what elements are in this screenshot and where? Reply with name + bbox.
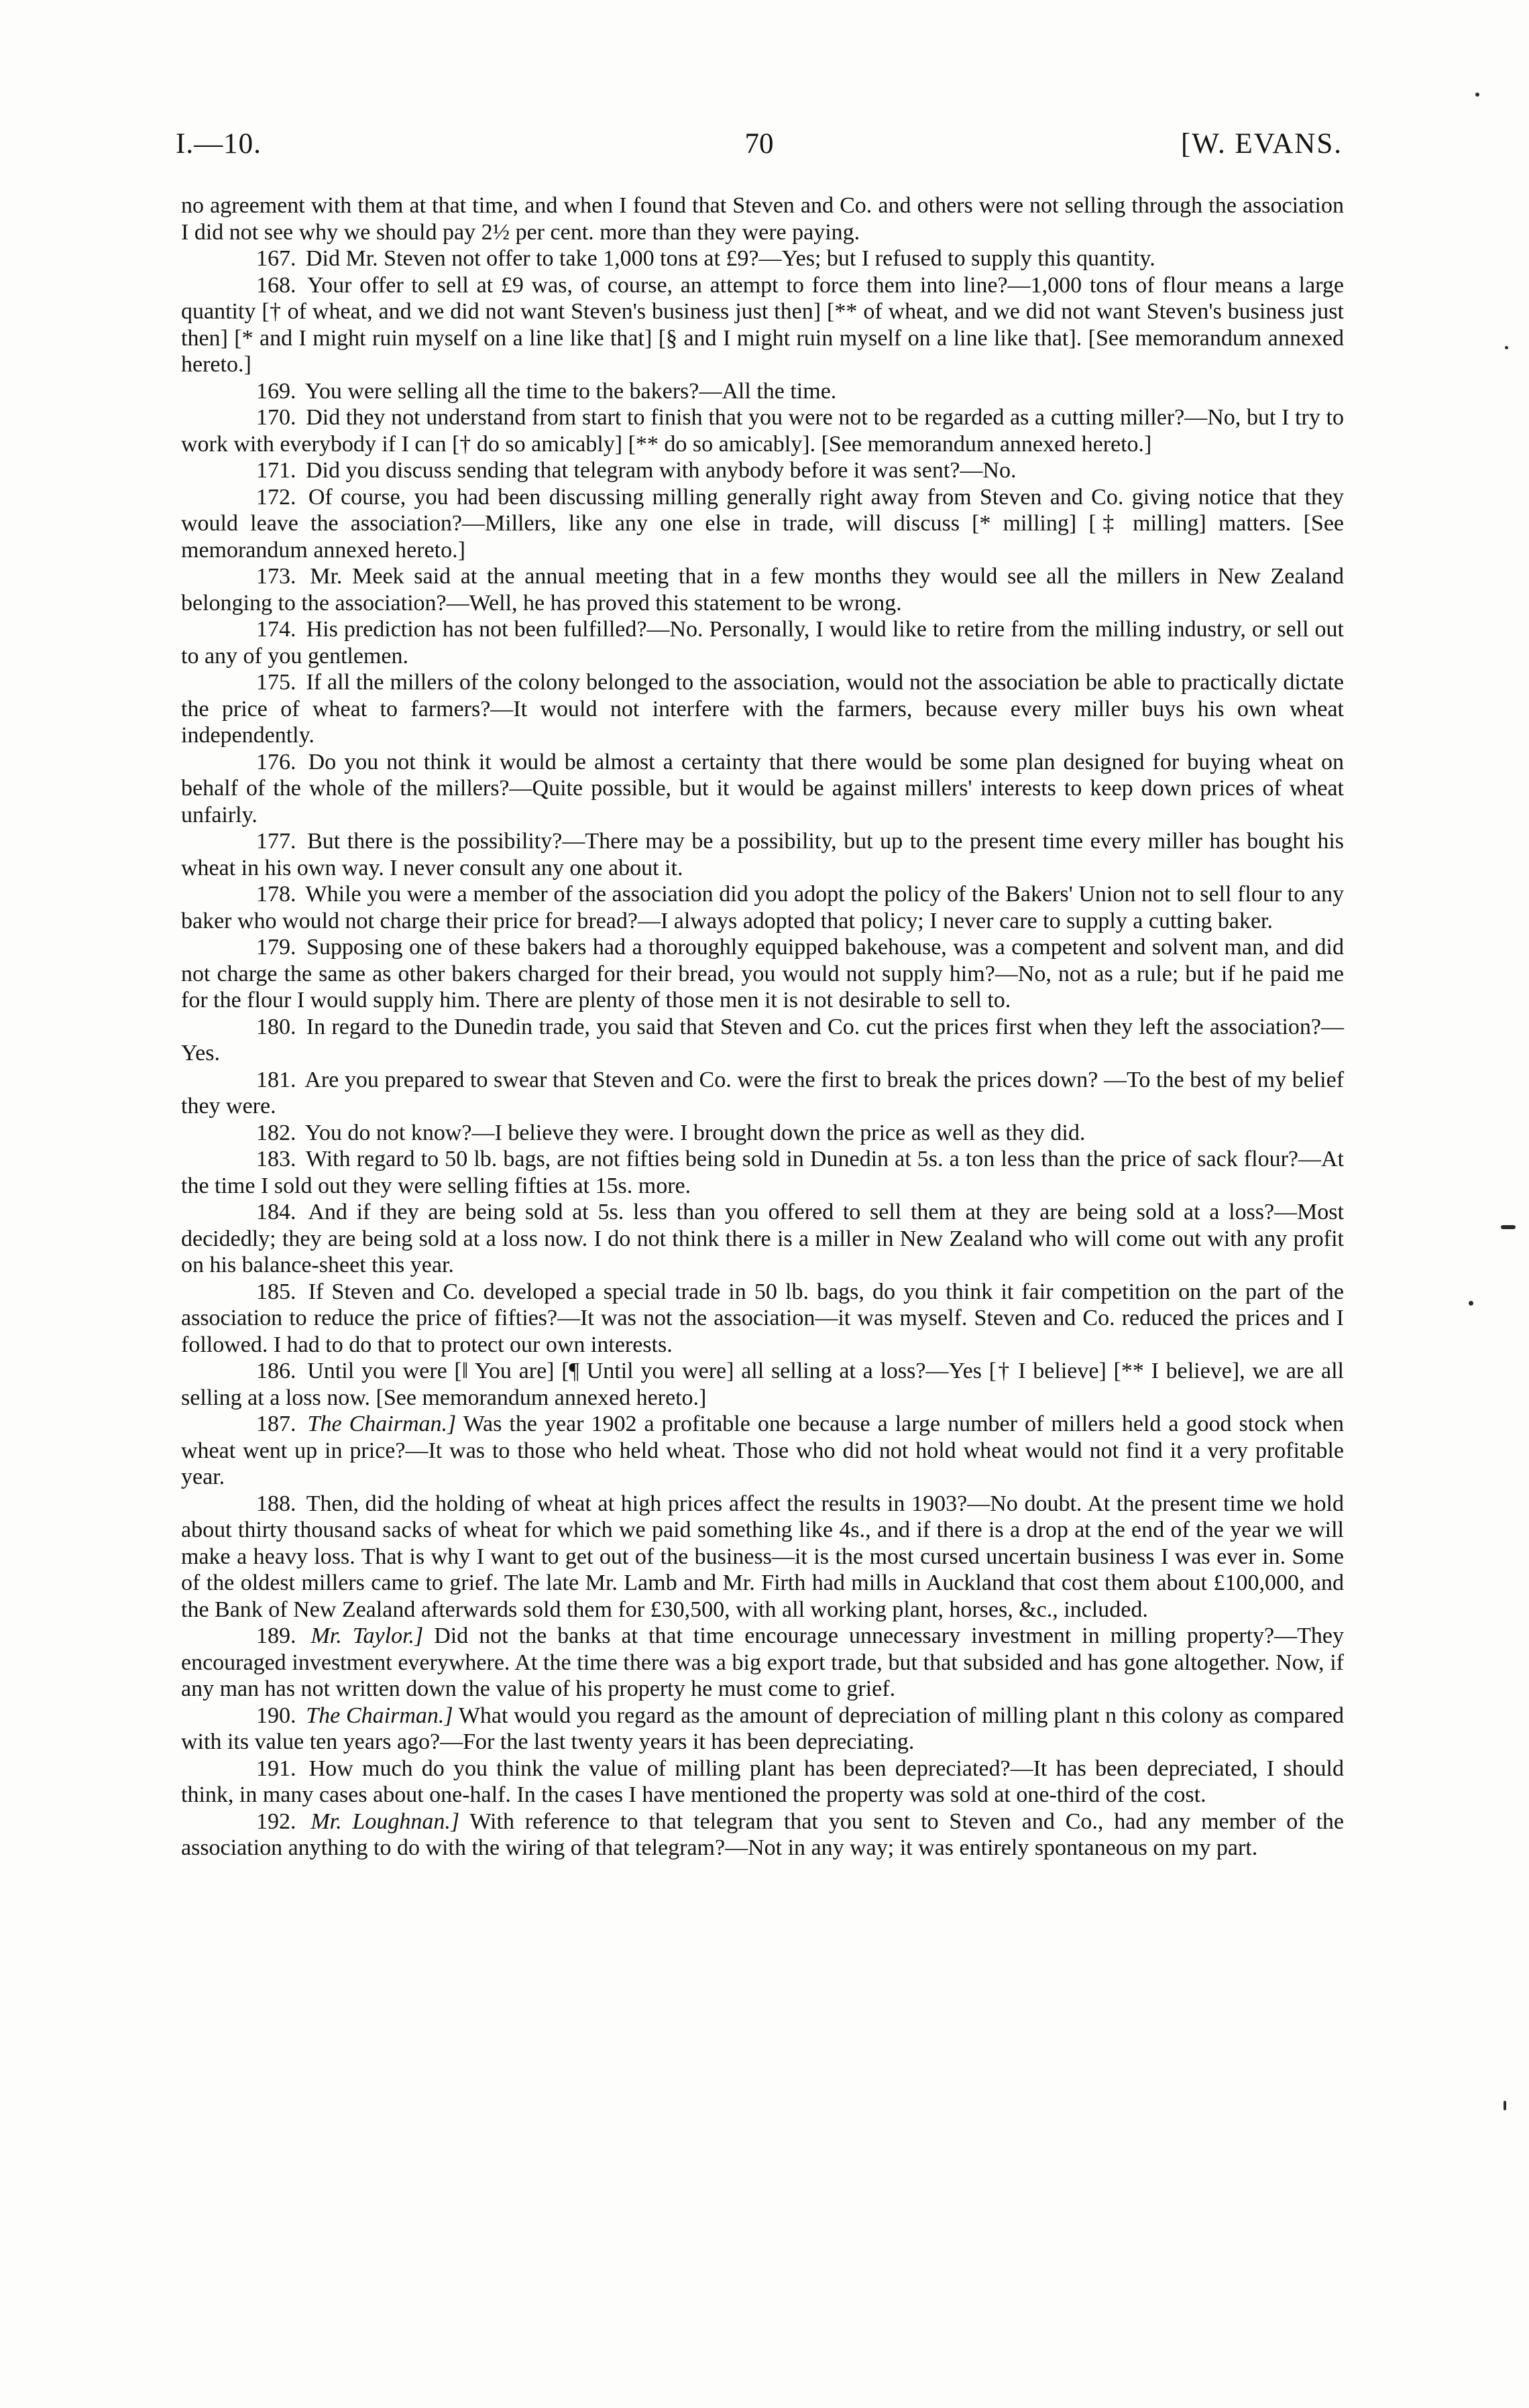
speaker-name: The Chairman.] — [306, 1703, 453, 1728]
scan-speck — [1501, 1225, 1516, 1229]
question-paragraph — [181, 404, 1344, 457]
paragraph-text: In regard to the Dunedin trade, you said that Steven and Co. cut the prices first when they left the association?—Yes. — [181, 1014, 1345, 1066]
question-number: 178. — [256, 882, 296, 907]
paragraph-text: With regard to 50 lb. bags, are not fifties being sold in Dunedin at 5s. a ton less than the price of sack flour?—At the time I sold out they were selling fifties at 15s. more. — [181, 1147, 1344, 1198]
question-paragraph — [181, 1067, 1344, 1120]
paragraph-text: You were selling all the time to the bakers?—All the time. — [304, 378, 837, 404]
speaker-name: Mr. Taylor.] — [310, 1623, 424, 1648]
question-paragraph — [181, 484, 1344, 564]
question-number: 185. — [256, 1279, 296, 1304]
paragraph-text: How much do you think the value of milling plant has been depreciated?—It has been depreciated, I should think, in many cases about one-half. In the cases I have mentioned the property was sold at one-third of the cost. — [181, 1756, 1344, 1807]
question-number: 188. — [256, 1491, 296, 1516]
paragraph-text: Do you not think it would be almost a certainty that there would be some plan designed for buying wheat on behalf of the whole of the millers?—Quite possible, but it would be against millers' interests to keep down prices of wheat unfairly. — [181, 749, 1345, 827]
question-number: 190. — [256, 1703, 296, 1728]
question-number: 184. — [256, 1200, 296, 1224]
speaker-name: The Chairman.] — [307, 1412, 457, 1436]
paragraph-text: Are you prepared to swear that Steven and Co. were the first to break the prices down? —To the best of my belief they were. — [181, 1067, 1345, 1119]
question-number: 175. — [256, 670, 296, 695]
question-number: 167. — [256, 246, 296, 271]
question-paragraph — [181, 1623, 1344, 1703]
paragraph-text: His prediction has not been fulfilled?—No. Personally, I would like to retire from the milling industry, or sell out to any of you gentlemen. — [181, 617, 1345, 669]
question-paragraph — [181, 669, 1344, 749]
page-number: 70 — [744, 128, 774, 160]
paragraph-text: Until you were [‖ You are] [¶ Until you were] all selling at a loss?—Yes [† I believe] [** I believe], we are all selling at a loss now. [See memorandum annexed hereto.] — [181, 1359, 1344, 1410]
question-number: 183. — [256, 1147, 296, 1171]
question-paragraph — [181, 378, 1344, 405]
question-paragraph — [181, 1703, 1344, 1756]
paragraph-text: Did not the banks at that time encourage unnecessary investment in milling property?—They encouraged investment everywhere. At the time there was a big export trade, but that subsided and has gone altogether. Now, if any man has not written down the value of his property he must come to grief. — [181, 1623, 1345, 1701]
page-header — [176, 127, 1343, 168]
scan-speck — [1505, 346, 1508, 349]
question-paragraph — [181, 1014, 1344, 1067]
question-number: 181. — [256, 1067, 296, 1092]
paragraph-text: Mr. Meek said at the annual meeting that in a few months they would see all the millers in New Zealand belonging to the association?—Well, he has proved this statement to be wrong. — [181, 564, 1344, 616]
question-paragraph — [181, 563, 1344, 616]
paragraph-text: Of course, you had been discussing milling generally right away from Steven and Co. giving notice that they would leave the association?—Millers, like any one else in trade, will discuss [* milling] [‡ milling] matters. [See memorandum annexed hereto.] — [181, 484, 1345, 563]
question-number: 191. — [256, 1756, 296, 1781]
question-number: 180. — [256, 1014, 296, 1039]
question-number: 186. — [256, 1359, 296, 1383]
question-number: 179. — [256, 935, 296, 960]
paper-reference: I.—10. — [176, 128, 262, 160]
paragraph-text: And if they are being sold at 5s. less than you offered to sell them at they are being sold at a loss?—Most decidedly; they are being sold at a loss now. I do not think there is a miller in New Zealand who will come out with any profit on his balance-sheet this year. — [181, 1200, 1344, 1277]
question-number: 170. — [256, 405, 296, 430]
question-paragraph — [181, 1411, 1344, 1491]
question-number: 187. — [256, 1412, 296, 1436]
paragraph-text: Did you discuss sending that telegram with anybody before it was sent?—No. — [306, 458, 1017, 483]
paragraph-text: Did Mr. Steven not offer to take 1,000 tons at £9?—Yes; but I refused to supply this quantity. — [306, 246, 1155, 271]
question-paragraph — [181, 1199, 1344, 1279]
question-paragraph — [181, 881, 1344, 934]
question-paragraph — [181, 272, 1344, 378]
question-paragraph — [181, 1756, 1344, 1809]
scan-speck — [1469, 1301, 1473, 1306]
paragraph-text: If all the millers of the colony belonged to the association, would not the association be able to practically dictate the price of wheat to farmers?—It would not interfere with the farmers, because every miller buys his own wheat independently. — [181, 670, 1344, 748]
question-paragraph — [181, 828, 1344, 881]
paragraph-text: Was the year 1902 a profitable one because a large number of millers held a good stock when wheat went up in price?—It was to those who held wheat. Those who did not hold wheat would not find it a very profitable year. — [181, 1412, 1345, 1489]
paragraph — [181, 192, 1344, 245]
paragraph-text: But there is the possibility?—There may be a possibility, but up to the present time every miller has bought his wheat in his own way. I never consult any one about it. — [181, 829, 1344, 880]
question-number: 176. — [256, 749, 296, 775]
paragraph-text: Did they not understand from start to finish that you were not to be regarded as a cutting miller?—No, but I try to work with everybody if I can [† do so amicably] [** do so amicably]. [See memorandum annexed hereto.] — [181, 405, 1345, 457]
question-paragraph — [181, 616, 1344, 669]
question-paragraph — [181, 1358, 1344, 1411]
paragraph-text: If Steven and Co. developed a special trade in 50 lb. bags, do you think it fair competition on the part of the association to reduce the price of fifties?—It was not the association—it was myself. Steven and Co. reduced the prices and I followed. I had to do that to protect our own interests. — [181, 1279, 1344, 1357]
speaker-name: Mr. Loughnan.] — [310, 1809, 460, 1834]
question-paragraph — [181, 1491, 1344, 1623]
paragraph-text: What would you regard as the amount of depreciation of milling plant n this colony as compared with its value ten years ago?—For the last twenty years it has been depreciating. — [181, 1703, 1344, 1754]
question-number: 182. — [256, 1120, 296, 1145]
question-number: 189. — [256, 1623, 296, 1648]
question-paragraph — [181, 1146, 1344, 1199]
witness-name: [W. EVANS. — [1180, 128, 1343, 160]
question-paragraph — [181, 1809, 1344, 1861]
question-number: 172. — [256, 484, 296, 510]
question-paragraph — [181, 245, 1344, 272]
question-number: 174. — [256, 617, 296, 642]
question-number: 171. — [256, 458, 296, 483]
question-paragraph — [181, 457, 1344, 484]
question-number: 173. — [256, 564, 296, 589]
evidence-text — [181, 192, 1344, 1861]
question-paragraph — [181, 749, 1344, 829]
scan-speck — [1475, 93, 1479, 97]
question-number: 168. — [256, 272, 296, 298]
paragraph-text: You do not know?—I believe they were. I brought down the price as well as they did. — [304, 1120, 1086, 1145]
question-paragraph — [181, 934, 1344, 1014]
question-number: 177. — [256, 829, 296, 854]
paragraph-text: Supposing one of these bakers had a thoroughly equipped bakehouse, was a competent and solvent man, and did not charge the same as other bakers charged for their bread, you would not supply him?—No, not as a rule; but if he paid me for the flour I would supply him. There are plenty of those men it is not desirable to sell to. — [181, 935, 1344, 1013]
paragraph-text: Your offer to sell at £9 was, of course, an attempt to force them into line?—1,000 tons of flour means a large quantity [† of wheat, and we did not want Steven's business just then] [** of wheat, and we did not want Steven's business just then] [* and I might ruin myself on a line like that] [§ and I might ruin myself on a line like that]. [See memorandum annexed hereto.] — [181, 272, 1344, 377]
paragraph-text: no agreement with them at that time, and when I found that Steven and Co. and others were not selling through the association I did not see why we should pay 2½ per cent. more than they were paying. — [181, 193, 1344, 245]
paragraph-text: While you were a member of the association did you adopt the policy of the Bakers' Union not to sell flour to any baker who would not charge their price for bread?—I always adopted that policy; I never care to supply a cutting baker. — [181, 882, 1344, 933]
question-number: 169. — [256, 378, 296, 404]
paragraph-text: Then, did the holding of wheat at high prices affect the results in 1903?—No doubt. At the present time we hold about thirty thousand sacks of wheat for which we paid something like 4s., and if there is a drop at the end of the year we will make a heavy loss. That is why I want to get out of the business—it is the most cursed uncertain business I was ever in. Some of the oldest millers came to grief. The late Mr. Lamb and Mr. Firth had mills in Auckland that cost them about £100,000, and the Bank of New Zealand afterwards sold them for £30,500, with all working plant, horses, &c., included. — [181, 1491, 1345, 1622]
paragraph-text: With reference to that telegram that you sent to Steven and Co., had any member of the association anything to do with the wiring of that telegram?—Not in any way; it was entirely spontaneous on my part. — [181, 1809, 1344, 1860]
question-paragraph — [181, 1279, 1344, 1359]
question-paragraph — [181, 1120, 1344, 1147]
question-number: 192. — [256, 1809, 296, 1834]
scan-speck — [1504, 2101, 1506, 2110]
